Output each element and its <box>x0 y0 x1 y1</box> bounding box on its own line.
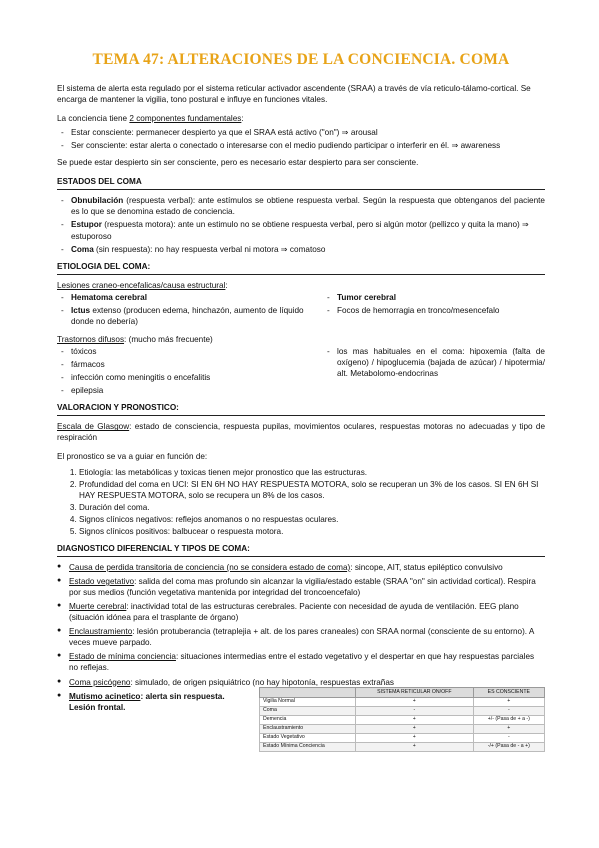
section-heading-valoracion: VALORACION Y PRONOSTICO: <box>57 402 545 416</box>
table-header-cell: ES CONSCIENTE <box>473 687 544 697</box>
list-item: - Ser consciente: estar alerta o conectado o interesarse con el medio pudiendo participar o interferir en él. ⇒ awareness <box>61 140 545 151</box>
list-item: ● Estado de mínima conciencia: situaciones intermedias entre el estado vegetativo y el despertar en que hay respuestas parciales no reflejas. <box>57 651 545 673</box>
comparison-table <box>259 687 545 752</box>
table-row: Coma - - <box>260 706 545 715</box>
list-item: ● Enclaustramiento: lesión protuberancia (tetraplejia + alt. de los pares craneales) con SRAA normal (consciente de su entorno). A veces mueve parpado. <box>57 626 545 648</box>
awake-note: Se puede estar despierto sin ser consciente, pero es necesario estar despierto para ser consciente. <box>57 158 419 168</box>
components-lead: La conciencia tiene 2 componentes fundamentales: <box>57 114 244 124</box>
table-header-cell <box>260 687 356 697</box>
lesiones-columns <box>57 292 545 329</box>
list-item: - Obnubilación (respuesta verbal): ante estímulos se obtiene respuesta verbal. Según la respuesta que obtenganos del paciente es lo que se denomina estado de conciencia. <box>61 195 545 217</box>
trastornos-columns <box>57 346 545 398</box>
table-row: Estado Vegetativo + - <box>260 733 545 742</box>
list-item: 5. Signos clínicos positivos: balbucear o respuesta motora. <box>79 526 545 537</box>
lesiones-right <box>323 292 545 329</box>
bottom-row <box>57 688 545 752</box>
list-item: - Ictus extenso (producen edema, hinchazón, aumento de líquido donde no debería) <box>61 305 319 327</box>
list-item: ● Mutismo acinetico: alerta sin respuesta. Lesión frontal. <box>57 691 237 713</box>
lesiones-label: Lesiones craneo-encefalicas/causa estructural: <box>57 280 228 290</box>
list-item: - tóxicos <box>61 346 319 357</box>
list-item: 2. Profundidad del coma en UCI: SI EN 6H NO HAY RESPUESTA MOTORA, solo se recuperan un 3% de los casos. SI EN 6H SI HAY RESPUESTA MOTORA, solo se recupera un 8% de los casos. <box>79 479 545 501</box>
pronostico-lead: El pronostico se va a guiar en función de: <box>57 452 208 462</box>
list-item: 4. Signos clínicos negativos: reflejos anomanos o no respuestas oculares. <box>79 514 545 525</box>
list-item: - epilepsia <box>61 385 319 396</box>
table-row: Estado Mínima Conciencia + -/+ (Pasa de - a +) <box>260 742 545 751</box>
lesiones-left <box>57 292 319 329</box>
list-item: - los mas habituales en el coma: hipoxemia (falta de oxígeno) / hipoglucemia (bajada de azúcar) / hipotermia/ alt. Metabolomo-endocrinas <box>327 346 545 379</box>
list-item: - infección como meningitis o encefalitis <box>61 372 319 383</box>
list-item: ● Estado vegetativo: salida del coma mas profundo sin alcanzar la vigilia/estado estable (SRAA "on" sin actividad cortical). Respira por sus medios (función vegetativa mantenida por integridad del troncoencefalo) <box>57 576 545 598</box>
trastornos-right <box>323 346 545 398</box>
list-item: 1. Etiología: las metabólicas y toxicas tienen mejor pronostico que las estructuras. <box>79 467 545 478</box>
list-item: - Focos de hemorragia en tronco/mesencefalo <box>327 305 545 316</box>
pronostico-list <box>57 467 545 537</box>
table-row: Vigilia Normal + + <box>260 697 545 706</box>
list-item: ● Coma psicógeno: simulado, de origen psiquiátrico (no hay hipotonía, respuestas extrañas <box>57 677 545 688</box>
list-item: - Estar consciente: permanecer despierto ya que el SRAA está activo ("on") ⇒ arousal <box>61 127 545 138</box>
table-row: Demencia + +/- (Pasa de + a -) <box>260 715 545 724</box>
trastornos-label: Trastornos difusos: (mucho más frecuente) <box>57 334 213 344</box>
trastornos-left <box>57 346 319 398</box>
table-row: Enclaustramiento + + <box>260 724 545 733</box>
list-item: ● Muerte cerebral: inactividad total de las estructuras cerebrales. Paciente con necesidad de ayuda de ventilación. EEG plano (situación idónea para el trasplante de órgano) <box>57 601 545 623</box>
components-list <box>57 127 545 151</box>
list-item: 3. Duración del coma. <box>79 502 545 513</box>
section-heading-diagnostico: DIAGNOSTICO DIFERENCIAL Y TIPOS DE COMA: <box>57 543 545 557</box>
page-title: TEMA 47: ALTERACIONES DE LA CONCIENCIA. COMA <box>92 51 510 68</box>
list-item: - Estupor (respuesta motora): ante un estimulo no se obtiene respuesta verbal, pero si algún motor (pellizco y quita la mano) ⇒ estuporoso <box>61 219 545 241</box>
glasgow-paragraph: Escala de Glasgow: estado de consciencia, respuesta pupilas, movimientos oculares, respuestas motoras no adecuadas y tipo de respiración <box>57 422 545 443</box>
mutismo-list <box>57 691 237 716</box>
estados-list <box>57 195 545 254</box>
list-item: - Hematoma cerebral <box>61 292 319 303</box>
list-item: ● Causa de perdida transitoria de conciencia (no se considera estado de coma): sincope, AIT, status epiléptico convulsivo <box>57 562 545 573</box>
table-header-row <box>260 687 545 697</box>
section-heading-estados: ESTADOS DEL COMA <box>57 176 545 190</box>
list-item: - Coma (sin respuesta): no hay respuesta verbal ni motora ⇒ comatoso <box>61 244 545 255</box>
table-header-cell: SISTEMA RETICULAR ON/OFF <box>356 687 474 697</box>
section-heading-etiologia: ETIOLOGIA DEL COMA: <box>57 261 545 275</box>
diagnostico-list <box>57 562 545 688</box>
list-item: - fármacos <box>61 359 319 370</box>
list-item: - Tumor cerebral <box>327 292 545 303</box>
intro-paragraph: El sistema de alerta esta regulado por el sistema reticular activador ascendente (SRAA) a través de vía reticulo-tálamo-cortical. Se encarga de mantener la vigilia, tono postural e influye en funciones vitales. <box>57 83 531 104</box>
